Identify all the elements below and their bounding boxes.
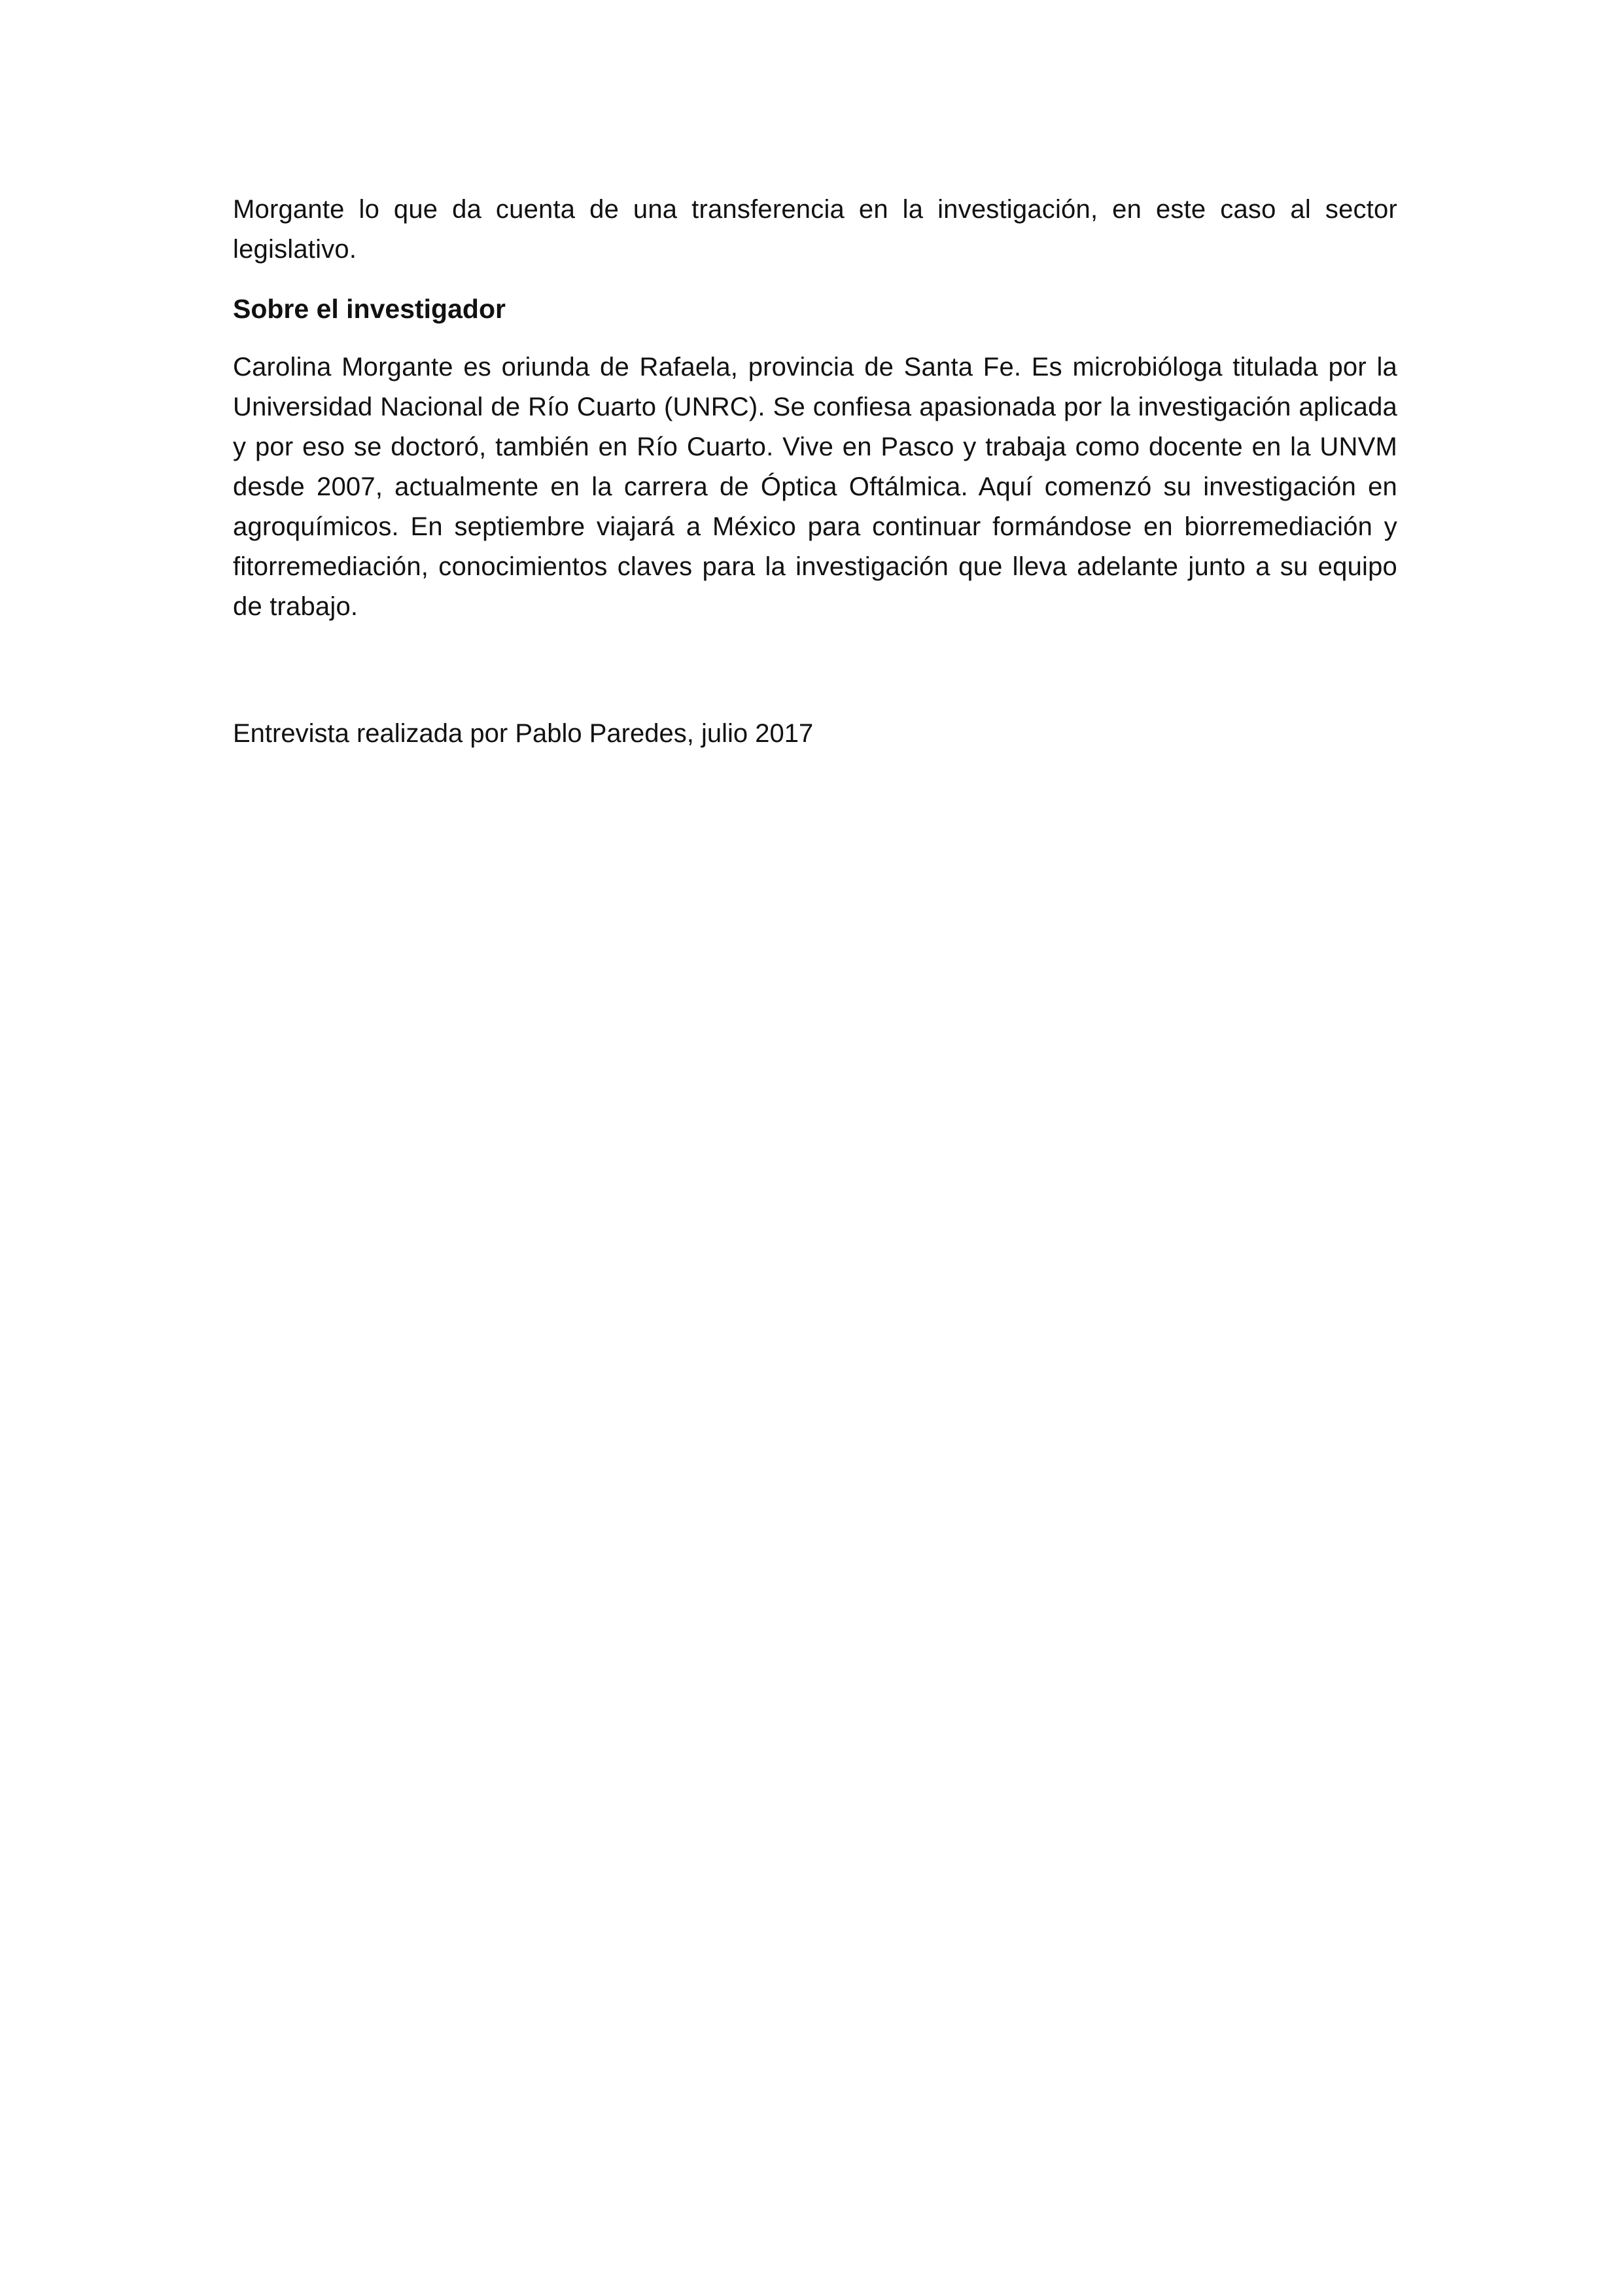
intro-paragraph: Morgante lo que da cuenta de una transferencia en la investigación, en este caso al sector legislativo. xyxy=(233,195,1397,264)
bio-paragraph: Carolina Morgante es oriunda de Rafaela, provincia de Santa Fe. Es microbióloga titulada por la Universidad Nacional de Río Cuarto (UNRC). Se confiesa apasionada por la investigación aplicada y por eso se doctoró, también en Río Cuarto. Vive en Pasco y trabaja como docente en la UNVM desde 2007, actualmente en la carrera de Óptica Oftálmica. Aquí comenzó su investigación en agroquímicos. En septiembre viajará a México para continuar formándose en biorremediación y fitorremediación, conocimientos claves para la investigación que lleva adelante junto a su equipo de trabajo. xyxy=(233,353,1397,621)
document-body xyxy=(233,190,1397,627)
section-heading: Sobre el investigador xyxy=(233,294,506,324)
interview-credit: Entrevista realizada por Pablo Paredes, julio 2017 xyxy=(233,719,814,748)
